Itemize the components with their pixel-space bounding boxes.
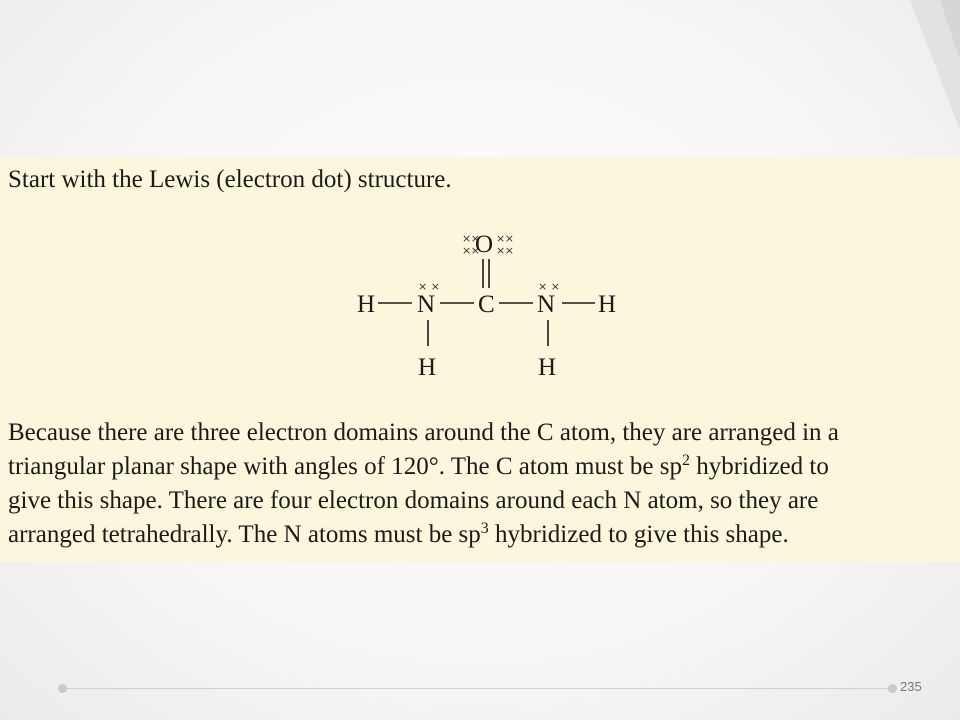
atom-hydrogen-below-right: H <box>538 354 557 381</box>
lewis-structure-diagram <box>340 222 640 382</box>
explanation-line-3: give this shape. There are four electron domains around each N atom, so they are <box>8 487 819 514</box>
lone-pair-n-left: × × <box>418 280 440 293</box>
explanation-line-4-text-a: arranged tetrahedrally. The N atoms must be sp <box>8 521 481 548</box>
explanation-paragraph <box>8 416 960 552</box>
atom-nitrogen-right: N <box>537 291 556 318</box>
explanation-line-2-text-a: triangular planar shape with angles of 120°. The C atom must be sp <box>8 453 682 480</box>
explanation-line-4 <box>8 518 960 552</box>
superscript-sp3: 3 <box>480 520 489 537</box>
lone-pair-o-left-lower: × × <box>462 244 478 257</box>
explanation-line-2 <box>8 450 960 484</box>
atom-oxygen: O <box>475 231 494 258</box>
superscript-sp2: 2 <box>681 452 690 469</box>
explanation-line-4-text-b: hybridized to give this shape. <box>488 521 789 548</box>
atom-hydrogen-far-left: H <box>357 291 376 318</box>
explanation-line-2-text-b: hybridized to <box>689 453 829 480</box>
slide-number: 235 <box>900 679 922 694</box>
explanation-line-1: Because there are three electron domains around the C atom, they are arranged in a <box>8 419 839 446</box>
atom-hydrogen-below-left: H <box>418 354 437 381</box>
atom-hydrogen-far-right: H <box>598 291 617 318</box>
lone-pair-o-right-upper: × × <box>496 232 512 245</box>
atom-carbon: C <box>478 291 495 318</box>
lone-pair-o-left-upper: × × <box>462 232 478 245</box>
lone-pair-n-right: × × <box>538 280 560 293</box>
footer-rule <box>62 688 894 689</box>
footer-dot-left <box>58 684 67 693</box>
footer-dot-right <box>888 684 897 693</box>
intro-sentence: Start with the Lewis (electron dot) structure. <box>8 166 452 193</box>
atom-nitrogen-left: N <box>417 291 436 318</box>
lone-pair-o-right-lower: × × <box>496 244 512 257</box>
